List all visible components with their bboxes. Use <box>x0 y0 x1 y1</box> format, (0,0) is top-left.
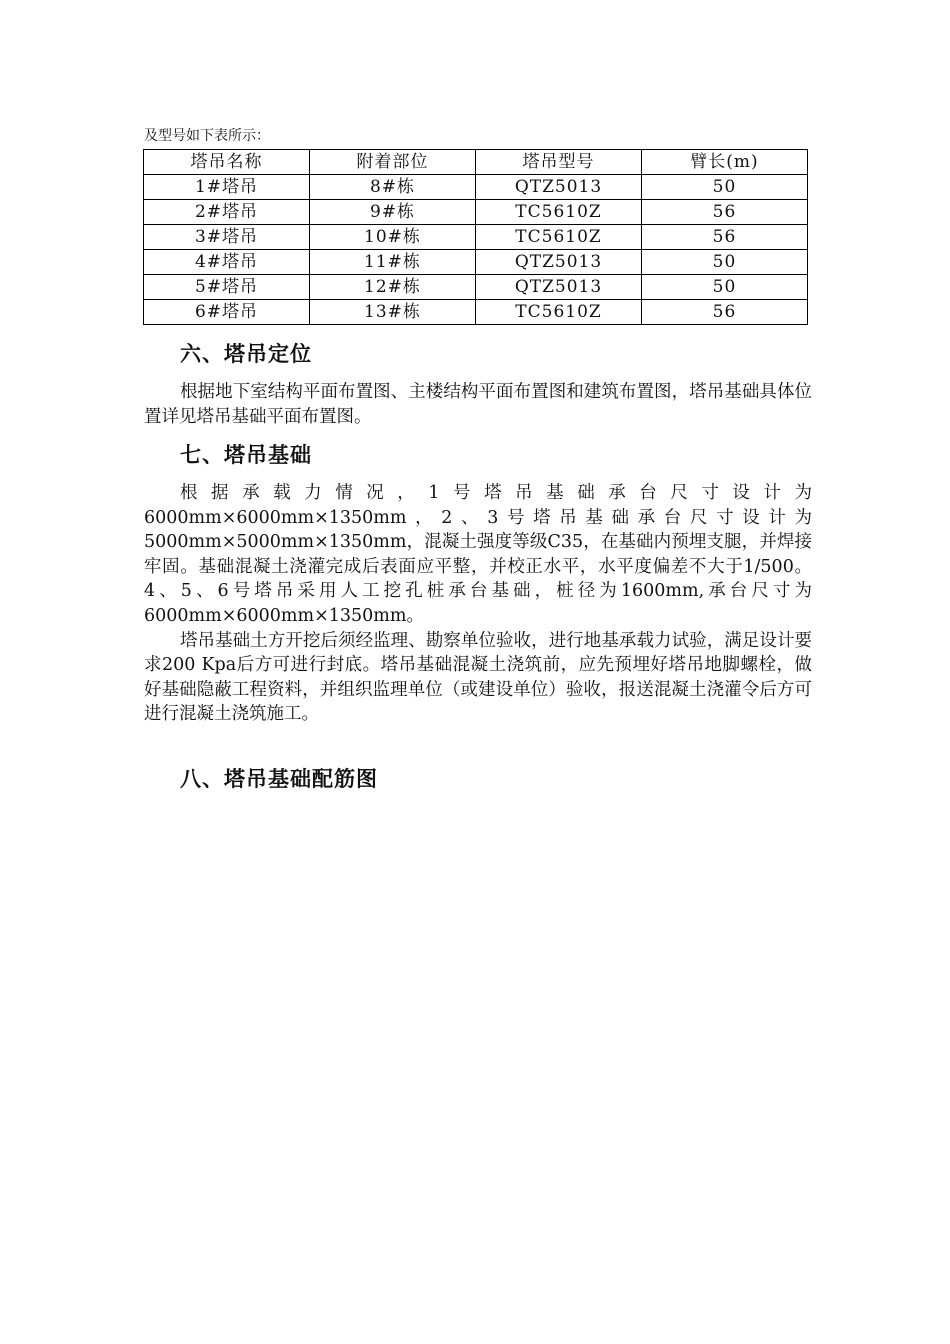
table-cell: QTZ5013 <box>476 250 642 275</box>
column-header: 附着部位 <box>310 150 476 175</box>
crane-table <box>143 149 808 325</box>
table-cell: 10#栋 <box>310 225 476 250</box>
column-header: 塔吊名称 <box>144 150 310 175</box>
table-cell: 50 <box>642 175 808 200</box>
section-7-paragraph-2: 塔吊基础土方开挖后须经监理、勘察单位验收，进行地基承载力试验，满足设计要求200 Kpa后方可进行封底。塔吊基础混凝土浇筑前，应先预埋好塔吊地脚螺栓，做好基础隐蔽工程资料，并组织监理单位（或建设单位）验收，报送混凝土浇灌令后方可进行混凝土浇筑施工。 <box>144 630 812 725</box>
table-row <box>144 225 808 250</box>
table-header-row <box>144 150 808 175</box>
table-cell: 50 <box>642 250 808 275</box>
table-cell: 56 <box>642 225 808 250</box>
table-cell: 1#塔吊 <box>144 175 310 200</box>
section-8-heading: 八、塔吊基础配筋图 <box>180 766 378 791</box>
table-cell: 13#栋 <box>310 300 476 325</box>
table-cell: TC5610Z <box>476 200 642 225</box>
column-header: 臂长(m) <box>642 150 808 175</box>
table-row <box>144 275 808 300</box>
section-7-heading: 七、塔吊基础 <box>180 442 312 467</box>
section-7-body <box>144 481 830 727</box>
section-6-heading: 六、塔吊定位 <box>180 341 312 366</box>
table-cell: TC5610Z <box>476 225 642 250</box>
table-cell: 56 <box>642 200 808 225</box>
table-cell: 50 <box>642 275 808 300</box>
table-row <box>144 200 808 225</box>
column-header: 塔吊型号 <box>476 150 642 175</box>
table-cell: 4#塔吊 <box>144 250 310 275</box>
table-cell: 5#塔吊 <box>144 275 310 300</box>
table-cell: 12#栋 <box>310 275 476 300</box>
section-7-paragraph-1: 根据承载力情况，1号塔吊基础承台尺寸设计为6000mm×6000mm×1350mm，2、3号塔吊基础承台尺寸设计为5000mm×5000mm×1350mm，混凝土强度等级C35，在基础内预埋支腿，并焊接牢固。基础混凝土浇灌完成后表面应平整，并校正水平，水平度偏差不大于1/500。4、5、6号塔吊采用人工挖孔桩承台基础，桩径为1600mm,承台尺寸为 6000mm×6000mm×1350mm。 <box>144 483 830 626</box>
section-6-paragraph: 根据地下室结构平面布置图、主楼结构平面布置图和建筑布置图，塔吊基础具体位置详见塔吊基础平面布置图。 <box>144 382 812 427</box>
table-cell: 11#栋 <box>310 250 476 275</box>
table-cell: QTZ5013 <box>476 275 642 300</box>
section-6-body <box>144 380 812 429</box>
table-row <box>144 250 808 275</box>
table-intro-text: 及型号如下表所示： <box>144 128 270 144</box>
table-cell: 3#塔吊 <box>144 225 310 250</box>
table-row <box>144 300 808 325</box>
table-cell: 2#塔吊 <box>144 200 310 225</box>
table-cell: 8#栋 <box>310 175 476 200</box>
table-cell: 6#塔吊 <box>144 300 310 325</box>
table-cell: 9#栋 <box>310 200 476 225</box>
table-cell: 56 <box>642 300 808 325</box>
table-cell: TC5610Z <box>476 300 642 325</box>
table-cell: QTZ5013 <box>476 175 642 200</box>
table-row <box>144 175 808 200</box>
